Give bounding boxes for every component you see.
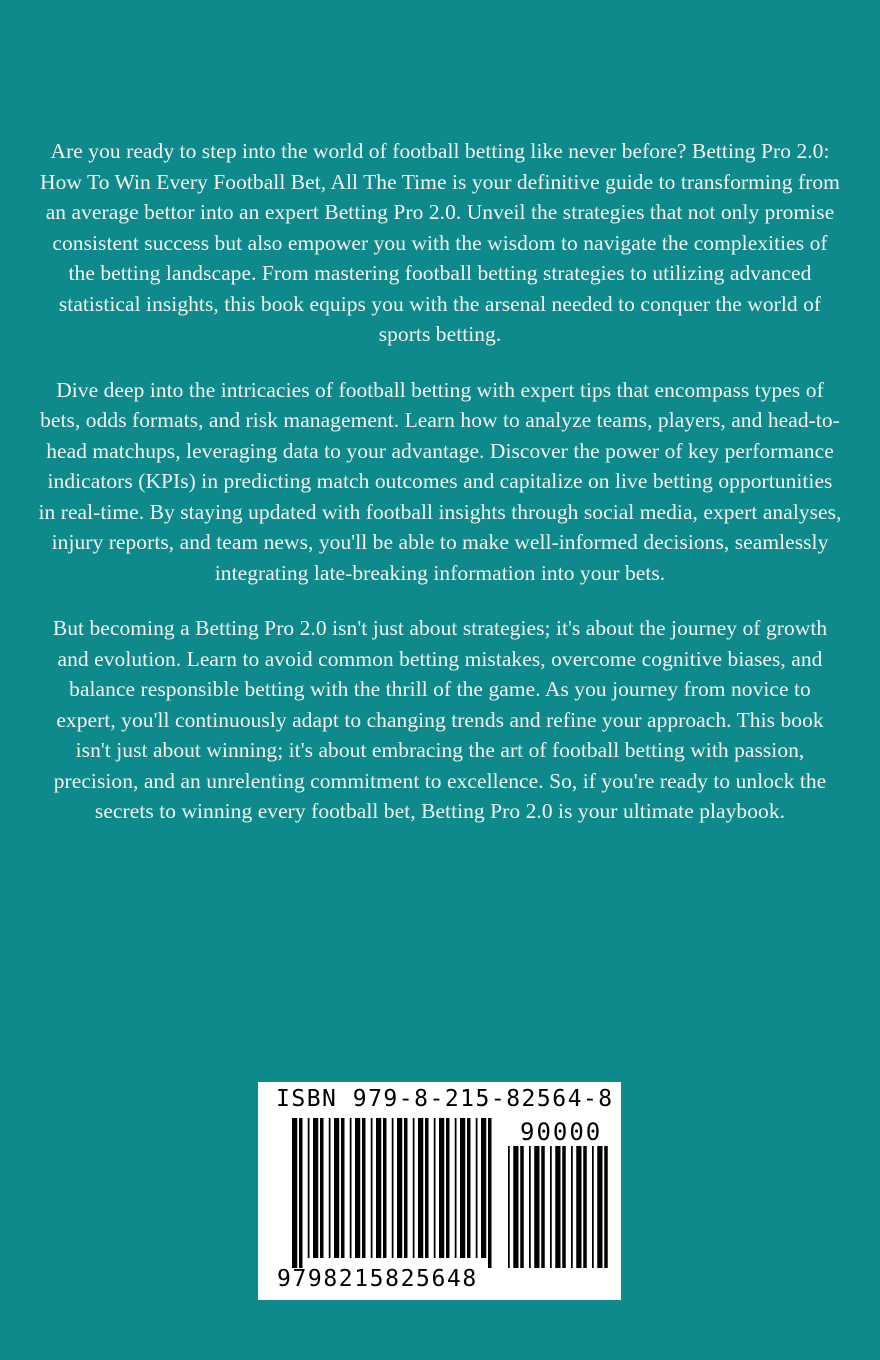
barcode-bar — [308, 1118, 310, 1258]
barcode-bar — [541, 1146, 545, 1268]
blurb — [38, 136, 842, 852]
barcode-bar — [571, 1146, 573, 1268]
barcode-bar — [376, 1118, 381, 1258]
barcode-bar — [313, 1118, 318, 1258]
barcode-bar — [446, 1118, 450, 1258]
barcode-bar — [397, 1118, 402, 1258]
barcode-bar — [355, 1118, 360, 1258]
barcode-bar — [576, 1146, 581, 1268]
blurb-paragraph-3: But becoming a Betting Pro 2.0 isn't just about strategies; it's about the journey of growth and evolution. Learn to avoid common betting mistakes, overcome cognitive biases, and balance responsible betting with the thrill of the game. As you journey from novice to expert, you'll continuously adapt to changing trends and refine your approach. This book isn't just about winning; it's about embracing the art of football betting with passion, precision, and an unrelenting commitment to excellence. So, if you're ready to unlock the secrets to winning every football bet, Betting Pro 2.0 is your ultimate playbook. — [52, 616, 828, 823]
barcode-bar — [329, 1118, 331, 1258]
barcode-bar — [555, 1146, 560, 1268]
price-code: 90000 — [520, 1118, 603, 1146]
barcode-bar — [341, 1118, 345, 1258]
barcode-bar — [413, 1118, 415, 1258]
barcode-digits: 9798215825648 — [277, 1266, 478, 1292]
barcode-bar — [481, 1118, 486, 1258]
blurb-paragraph-2: Dive deep into the intricacies of football betting with expert tips that encompass types of bets, odds formats, and risk management. Learn how to analyze teams, players, and head-to-head matchups, leveraging data to your advantage. Discover the power of key performance indicators (KPIs) in predicting match outcomes and capitalize on live betting opportunities in real-time. By staying updated with football insights through social media, expert analyses, injury reports, and team news, you'll be able to make well-informed decisions, seamlessly integrating late-breaking information into your bets. — [38, 377, 842, 585]
isbn-barcode — [258, 1082, 621, 1300]
price-addon-bars — [508, 1146, 610, 1268]
barcode-bar — [334, 1118, 339, 1258]
barcode-bar — [404, 1118, 408, 1258]
barcode-bar — [508, 1146, 510, 1268]
barcode-bar — [439, 1118, 444, 1258]
barcode-bar — [425, 1118, 429, 1258]
barcode-bar — [434, 1118, 436, 1258]
barcode-bar — [488, 1118, 492, 1268]
barcode-bar — [513, 1146, 518, 1268]
barcode-bar — [392, 1118, 394, 1258]
barcode-bar — [362, 1118, 366, 1258]
barcode-bar — [460, 1118, 465, 1258]
isbn-label: ISBN 979-8-215-82564-8 — [276, 1086, 614, 1112]
ean13-bars — [292, 1118, 498, 1268]
barcode-bar — [455, 1118, 457, 1258]
barcode-bar — [467, 1118, 471, 1258]
barcode-bar — [299, 1118, 303, 1268]
barcode-bar — [529, 1146, 531, 1268]
barcode-bar — [592, 1146, 594, 1268]
barcode-bar — [383, 1118, 387, 1258]
barcode-bar — [597, 1146, 602, 1268]
barcode-bar — [562, 1146, 566, 1268]
barcode-bar — [520, 1146, 524, 1268]
barcode-bar — [583, 1146, 587, 1268]
barcode-bar — [320, 1118, 324, 1258]
blurb-paragraph-1: Are you ready to step into the world of football betting like never before? Betting Pro 2.0: How To Win Every Football Bet, All The Time is your definitive guide to transforming from an average bettor into an expert Betting Pro 2.0. Unveil the strategies that not only promise consistent success but also empower you with the wisdom to navigate the complexities of the betting landscape. From mastering football betting strategies to utilizing advanced statistical insights, this book equips you with the arsenal needed to conquer the world of sports betting. — [40, 139, 840, 346]
barcode-bar — [604, 1146, 608, 1268]
barcode-bar — [292, 1118, 297, 1268]
barcode-bar — [371, 1118, 373, 1258]
barcode-bar — [550, 1146, 552, 1268]
barcode-bar — [418, 1118, 423, 1258]
barcode-bar — [350, 1118, 352, 1258]
barcode-bar — [534, 1146, 539, 1268]
barcode-bar — [476, 1118, 478, 1258]
